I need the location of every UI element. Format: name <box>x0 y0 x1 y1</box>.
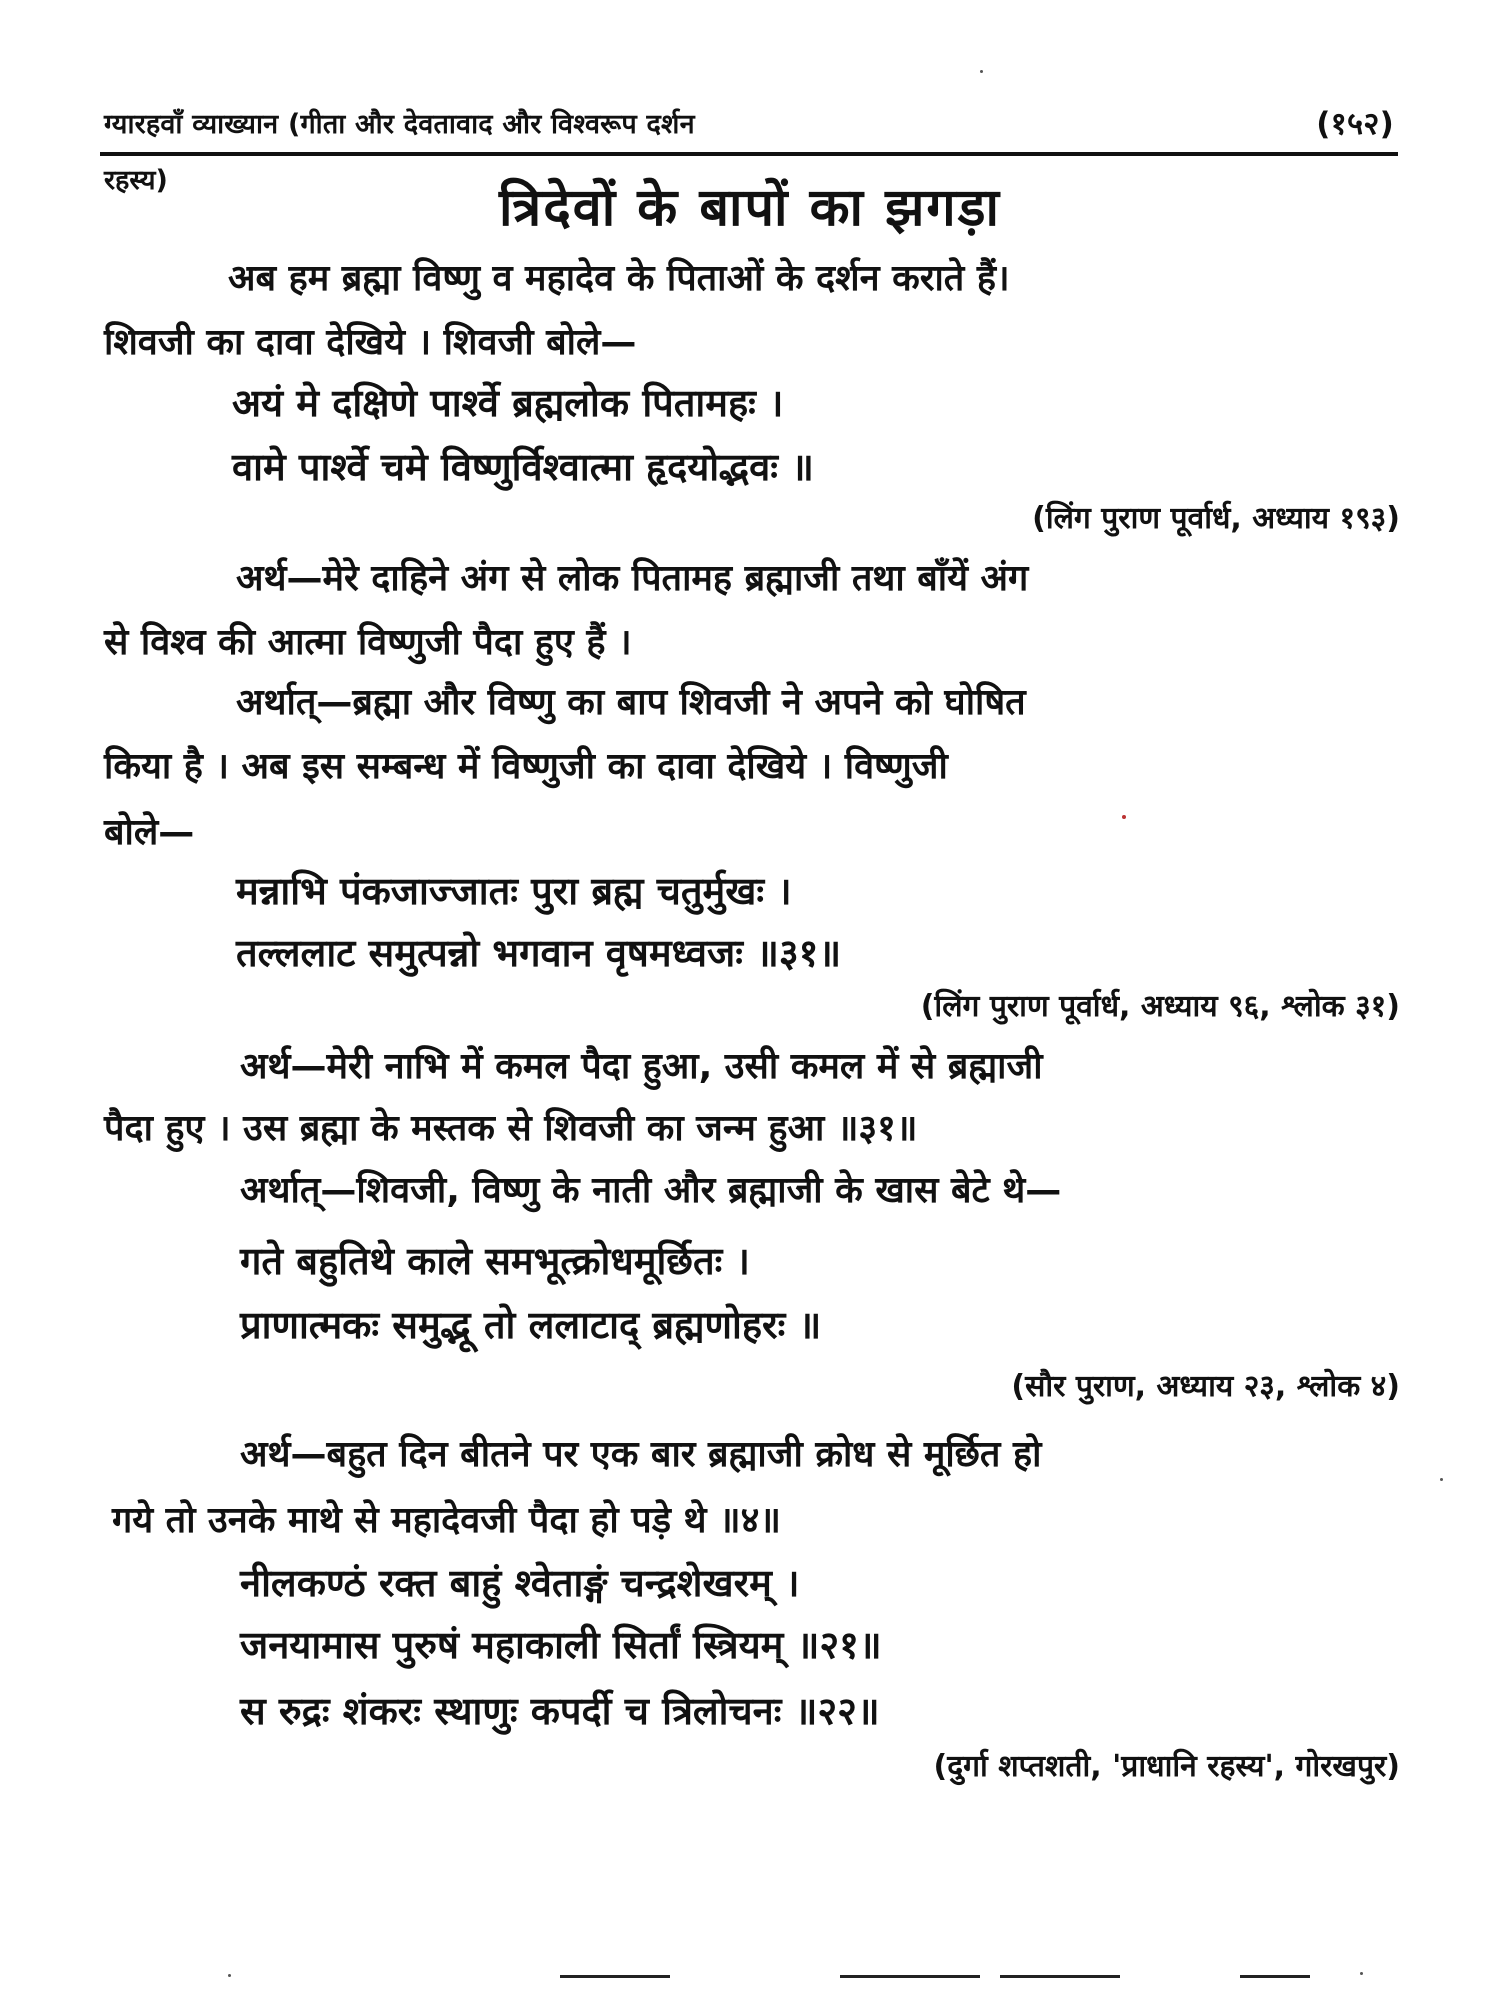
paragraph-line: अब हम ब्रह्मा विष्णु व महादेव के पिताओं के दर्शन कराते हैं। <box>228 258 1010 299</box>
verse-line: गते बहुतिथे काले समभूत्क्रोधमूर्छितः । <box>240 1239 750 1283</box>
scan-artifact-line <box>1240 1975 1310 1978</box>
paragraph-line: अर्थ—मेरी नाभि में कमल पैदा हुआ, उसी कमल में से ब्रह्माजी <box>240 1046 1043 1087</box>
scan-speck <box>1440 1478 1443 1481</box>
citation: (लिंग पुराण पूर्वार्ध, अध्याय ९६, श्लोक ३१) <box>920 989 1400 1024</box>
paragraph-line: अर्थ—बहुत दिन बीतने पर एक बार ब्रह्माजी क्रोध से मूर्छित हो <box>240 1434 1042 1475</box>
citation: (दुर्गा शप्तशती, 'प्राधानि रहस्य', गोरखपुर) <box>933 1749 1400 1784</box>
paragraph-line: शिवजी का दावा देखिये । शिवजी बोले— <box>104 322 637 363</box>
verse-line: प्राणात्मकः समुद्भू तो ललाटाद् ब्रह्मणोहरः ॥ <box>240 1303 822 1347</box>
header-rule <box>100 152 1398 156</box>
verse-line: अयं मे दक्षिणे पार्श्वे ब्रह्मलोक पितामहः । <box>232 381 784 425</box>
verse-line: जनयामास पुरुषं महाकाली सिर्तां स्त्रियम् ॥२१॥ <box>240 1623 882 1667</box>
verse-line: स रुद्रः शंकरः स्थाणुः कपर्दी च त्रिलोचनः ॥२२॥ <box>240 1689 880 1733</box>
verse-line: नीलकण्ठं रक्त बाहुं श्वेताङ्गं चन्द्रशेखरम् । <box>240 1561 800 1605</box>
page-number: (१५२) <box>1316 106 1394 142</box>
scan-speck <box>1122 815 1126 819</box>
citation: (लिंग पुराण पूर्वार्ध, अध्याय १९३) <box>1032 501 1400 536</box>
paragraph-line: से विश्व की आत्मा विष्णुजी पैदा हुए हैं । <box>104 622 632 663</box>
scan-artifact-line <box>560 1975 670 1978</box>
header-chapter-title-continued: रहस्य) <box>104 165 168 196</box>
paragraph-line: गये तो उनके माथे से महादेवजी पैदा हो पड़े थे ॥४॥ <box>112 1500 781 1541</box>
verse-line: मन्नाभि पंकजाज्जातः पुरा ब्रह्म चतुर्मुखः । <box>236 869 792 913</box>
paragraph-line: अर्थात्—शिवजी, विष्णु के नाती और ब्रह्माजी के खास बेटे थे— <box>240 1170 1062 1211</box>
scan-speck <box>1360 1972 1363 1975</box>
paragraph-line: किया है । अब इस सम्बन्ध में विष्णुजी का दावा देखिये । विष्णुजी <box>104 746 948 787</box>
paragraph-line: बोले— <box>104 812 195 853</box>
section-title: त्रिदेवों के बापों का झगड़ा <box>499 178 1001 238</box>
scan-artifact-line <box>1000 1975 1120 1978</box>
scan-artifact-line <box>840 1975 980 1978</box>
header-chapter-title: ग्यारहवाँ व्याख्यान (गीता और देवतावाद और विश्वरूप दर्शन <box>104 109 695 140</box>
verse-line: वामे पार्श्वे चमे विष्णुर्विश्वात्मा हृदयोद्भवः ॥ <box>232 445 814 489</box>
paragraph-line: अर्थ—मेरे दाहिने अंग से लोक पितामह ब्रह्माजी तथा बाँयें अंग <box>236 558 1029 599</box>
citation: (सौर पुराण, अध्याय २३, श्लोक ४) <box>1011 1369 1400 1404</box>
paragraph-line: पैदा हुए । उस ब्रह्मा के मस्तक से शिवजी का जन्म हुआ ॥३१॥ <box>104 1108 918 1149</box>
paragraph-line: अर्थात्—ब्रह्मा और विष्णु का बाप शिवजी ने अपने को घोषित <box>236 682 1026 723</box>
scan-speck <box>980 70 983 73</box>
verse-line: तल्ललाट समुत्पन्नो भगवान वृषमध्वजः ॥३१॥ <box>236 931 842 975</box>
scan-speck <box>228 1974 231 1977</box>
